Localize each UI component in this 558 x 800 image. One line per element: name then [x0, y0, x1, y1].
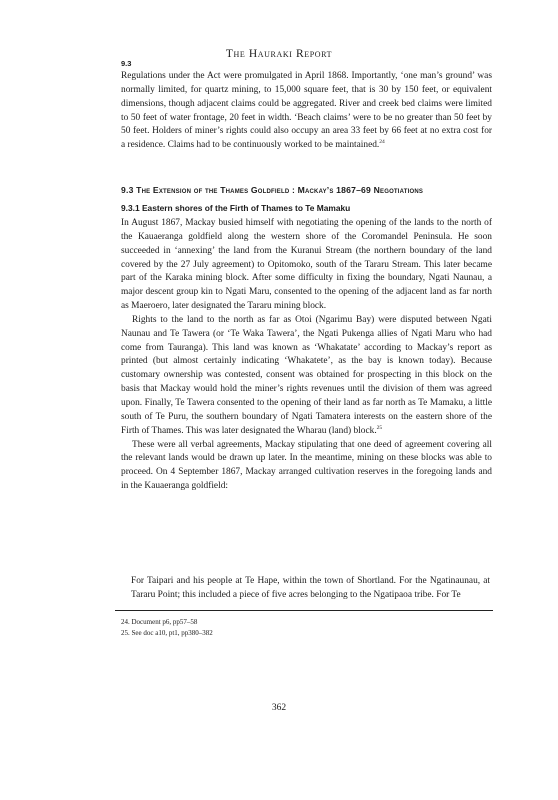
- footnote-24: 24. Document p6, pp57–58: [121, 618, 198, 626]
- footnote-25: 25. See doc a10, pt1, pp380–382: [121, 629, 213, 637]
- subsection-heading: 9.3.1 Eastern shores of the Firth of Thames to Te Mamaku: [121, 203, 351, 213]
- paragraph-3: These were all verbal agreements, Mackay stipulating that one deed of agreement covering all the relevant lands would be drawn up later. In the meantime, mining on these blocks was able to proceed. On 4 September 1867, Mackay arranged cultivation reserves in the foregoing lands and in the Kauaeranga goldfield:: [121, 439, 492, 492]
- intro-paragraph: [121, 70, 492, 153]
- block-quote: [131, 575, 490, 603]
- paragraph-1: In August 1867, Mackay busied himself with negotiating the opening of the lands to the north of the Kauaeranga goldfield along the western shore of the Coromandel Peninsula. He soon succeeded in ‘annexing’ the land from the Kuranui Stream (the northern boundary of the land covered by the 27 July agreement) to Opitomoko, south of the Tararu Stream. This later became part of the Karaka mining block. After some difficulty in fixing the boundary, Ngati Naunau, a major descent group kin to Ngati Maru, consented to the opening of the adjacent land as far north as Maeroero, later designated the Tararu mining block.: [121, 218, 492, 312]
- paragraph-2: [121, 314, 492, 439]
- running-header: The Hauraki Report: [225, 48, 333, 60]
- section-heading: 9.3 The Extension of the Thames Goldfield : Mackay’s 1867–69 Negotiations: [121, 185, 424, 195]
- paragraph-2-text: Rights to the land to the north as far as Otoi (Ngarimu Bay) were disputed between Ngati Naunau and Te Tawera (or ‘Te Waka Tawera’, the Ngati Pukenga allies of Ngati Maru who had come from Tauranga). This land was known as ‘Whakatate’ according to Mackay’s report as printed (but almost certainly indicating ‘Whakatete’, as the bay is known today). Because customary ownership was contested, consent was obtained for prospecting in this block on the basis that Mackay would hold the miner’s rights revenues until the division of them was agreed upon. Finally, Te Tawera consented to the opening of their land as far north as Te Mamaku, a little south of Te Puru, the southern boundary of Ngati Tamatera interests on the eastern shore of the Firth of Thames. This was later designated the Wharau (land) block.: [121, 314, 492, 436]
- intro-text: Regulations under the Act were promulgated in April 1868. Importantly, ‘one man’s ground’ was normally limited, for quartz mining, to 15,000 square feet, that is 30 by 150 feet, or equivalent dimensions, though adjacent claims could be aggregated. River and creek bed claims were limited to 50 feet of water frontage, 20 feet in width. ‘Beach claims’ were to be no greater than 50 feet by 50 feet. Holders of miner’s rights could also occupy an area 33 feet by 66 feet at no extra cost for a residence. Claims had to be continuously worked to be maintained.: [121, 71, 492, 151]
- footnote-ref-25[interactable]: 25: [376, 424, 383, 431]
- section-reference: 9.3: [121, 59, 132, 68]
- footnotes: [121, 617, 213, 639]
- body-text: [121, 217, 492, 494]
- footnote-divider: [115, 610, 493, 611]
- quote-text: For Taipari and his people at Te Hape, within the town of Shortland. For the Ngatinaunau, at Tararu Point; this included a piece of five acres belonging to the Ngatipaoa tribe. For Te: [131, 576, 490, 600]
- footnote-ref-24[interactable]: 24: [379, 139, 385, 146]
- page-number: 362: [271, 703, 287, 713]
